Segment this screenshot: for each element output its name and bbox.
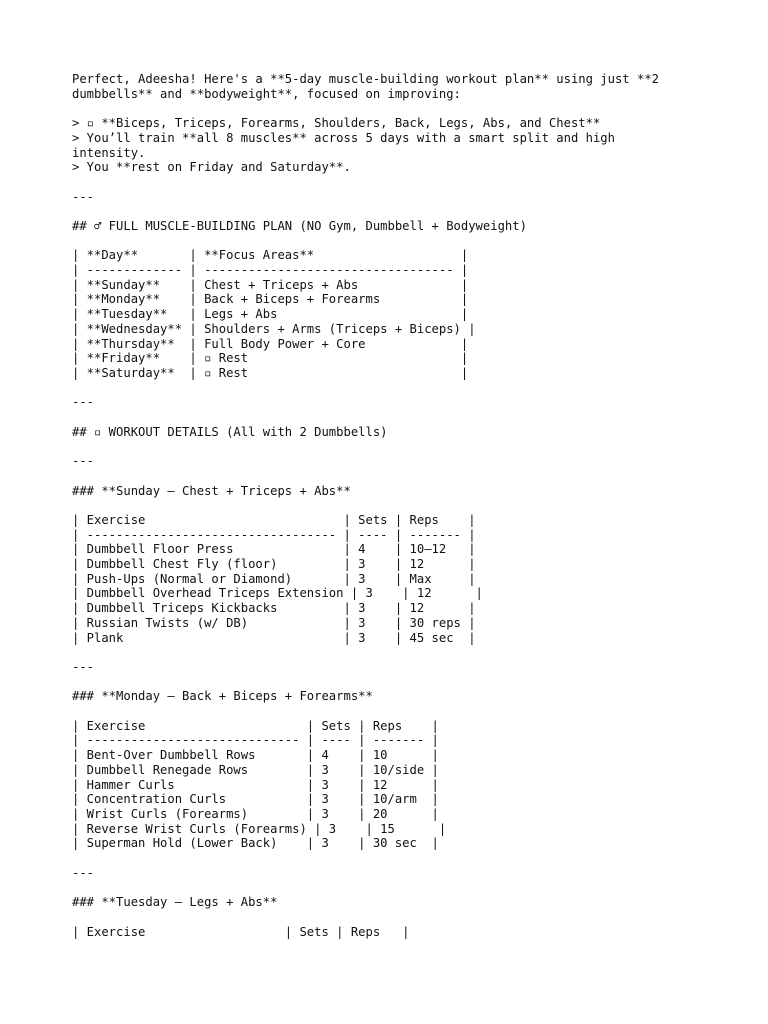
text-line: | Exercise | Sets | Reps | bbox=[72, 924, 410, 939]
text-line: | **Monday** | Back + Biceps + Forearms | bbox=[72, 292, 469, 307]
text-line: | Hammer Curls | 3 | 12 | bbox=[72, 777, 439, 792]
text-line: | ---------------------------------- | ---- | ------- | bbox=[72, 527, 476, 542]
text-line: --- bbox=[72, 659, 95, 674]
text-line: > You’ll train **all 8 muscles** across 5 days with a smart split and high bbox=[72, 130, 615, 145]
text-line: | Plank | 3 | 45 sec | bbox=[72, 630, 476, 645]
text-line: --- bbox=[72, 865, 95, 880]
text-line: --- bbox=[72, 395, 95, 410]
text-line bbox=[72, 469, 752, 484]
text-line: ### **Tuesday – Legs + Abs** bbox=[72, 895, 278, 910]
text-line: | Reverse Wrist Curls (Forearms) | 3 | 15 | bbox=[72, 821, 447, 836]
text-line: --- bbox=[72, 454, 95, 469]
text-line: | Bent-Over Dumbbell Rows | 4 | 10 | bbox=[72, 748, 439, 763]
text-line: | **Saturday** | ▫ Rest | bbox=[72, 366, 469, 380]
text-line: | Exercise | Sets | Reps | bbox=[72, 718, 439, 733]
text-line: | Dumbbell Renegade Rows | 3 | 10/side | bbox=[72, 762, 439, 777]
text-line bbox=[72, 704, 752, 719]
text-line: intensity. bbox=[72, 145, 146, 160]
text-line: --- bbox=[72, 189, 95, 204]
text-line: | **Friday** | ▫ Rest | bbox=[72, 351, 469, 366]
text-line: ### **Monday – Back + Biceps + Forearms** bbox=[72, 689, 373, 704]
text-line: | **Wednesday** | Shoulders + Arms (Triceps + Biceps) | bbox=[72, 321, 476, 336]
text-line: | ------------- | ---------------------------------- | bbox=[72, 263, 469, 278]
text-line bbox=[72, 910, 752, 925]
text-line: | Push-Ups (Normal or Diamond) | 3 | Max | bbox=[72, 571, 476, 586]
text-line: | Exercise | Sets | Reps | bbox=[72, 512, 476, 527]
text-line: | **Day** | **Focus Areas** | bbox=[72, 248, 469, 263]
text-line: | Dumbbell Floor Press | 4 | 10–12 | bbox=[72, 542, 476, 557]
text-line bbox=[72, 101, 752, 116]
text-line: | Dumbbell Overhead Triceps Extension | 3 | 12 | bbox=[72, 586, 483, 601]
text-line bbox=[72, 175, 752, 190]
text-line: | Superman Hold (Lower Back) | 3 | 30 sec | bbox=[72, 836, 439, 851]
text-line: > You **rest on Friday and Saturday**. bbox=[72, 160, 351, 175]
text-line bbox=[72, 381, 752, 396]
text-line: | Dumbbell Chest Fly (floor) | 3 | 12 | bbox=[72, 557, 476, 572]
text-line bbox=[72, 645, 752, 660]
text-line: | **Sunday** | Chest + Triceps + Abs | bbox=[72, 277, 469, 292]
text-line: | **Thursday** | Full Body Power + Core | bbox=[72, 336, 469, 351]
text-line bbox=[72, 498, 752, 513]
text-line: ### **Sunday – Chest + Triceps + Abs** bbox=[72, 483, 351, 498]
text-line: | Russian Twists (w/ DB) | 3 | 30 reps | bbox=[72, 615, 476, 630]
text-line: | Wrist Curls (Forearms) | 3 | 20 | bbox=[72, 806, 439, 821]
text-line: | Dumbbell Triceps Kickbacks | 3 | 12 | bbox=[72, 601, 476, 616]
text-line: Perfect, Adeesha! Here's a **5-day muscle-building workout plan** using just **2 bbox=[72, 72, 659, 86]
text-line: ## ♂ FULL MUSCLE-BUILDING PLAN (NO Gym, Dumbbell + Bodyweight) bbox=[72, 218, 527, 233]
text-line bbox=[72, 880, 752, 895]
text-line: | **Tuesday** | Legs + Abs | bbox=[72, 307, 469, 322]
text-line bbox=[72, 410, 752, 425]
text-line: ## ▫ WORKOUT DETAILS (All with 2 Dumbbells) bbox=[72, 424, 388, 439]
text-line: > ▫ **Biceps, Triceps, Forearms, Shoulders, Back, Legs, Abs, and Chest** bbox=[72, 116, 601, 131]
text-line bbox=[72, 234, 752, 249]
text-line bbox=[72, 851, 752, 866]
text-line bbox=[72, 439, 752, 454]
text-line bbox=[72, 204, 752, 219]
text-line: | ----------------------------- | ---- | ------- | bbox=[72, 733, 439, 748]
text-line: dumbbells** and **bodyweight**, focused on improving: bbox=[72, 86, 461, 101]
document-body bbox=[72, 72, 752, 939]
text-line: | Concentration Curls | 3 | 10/arm | bbox=[72, 792, 439, 807]
text-line bbox=[72, 675, 752, 690]
